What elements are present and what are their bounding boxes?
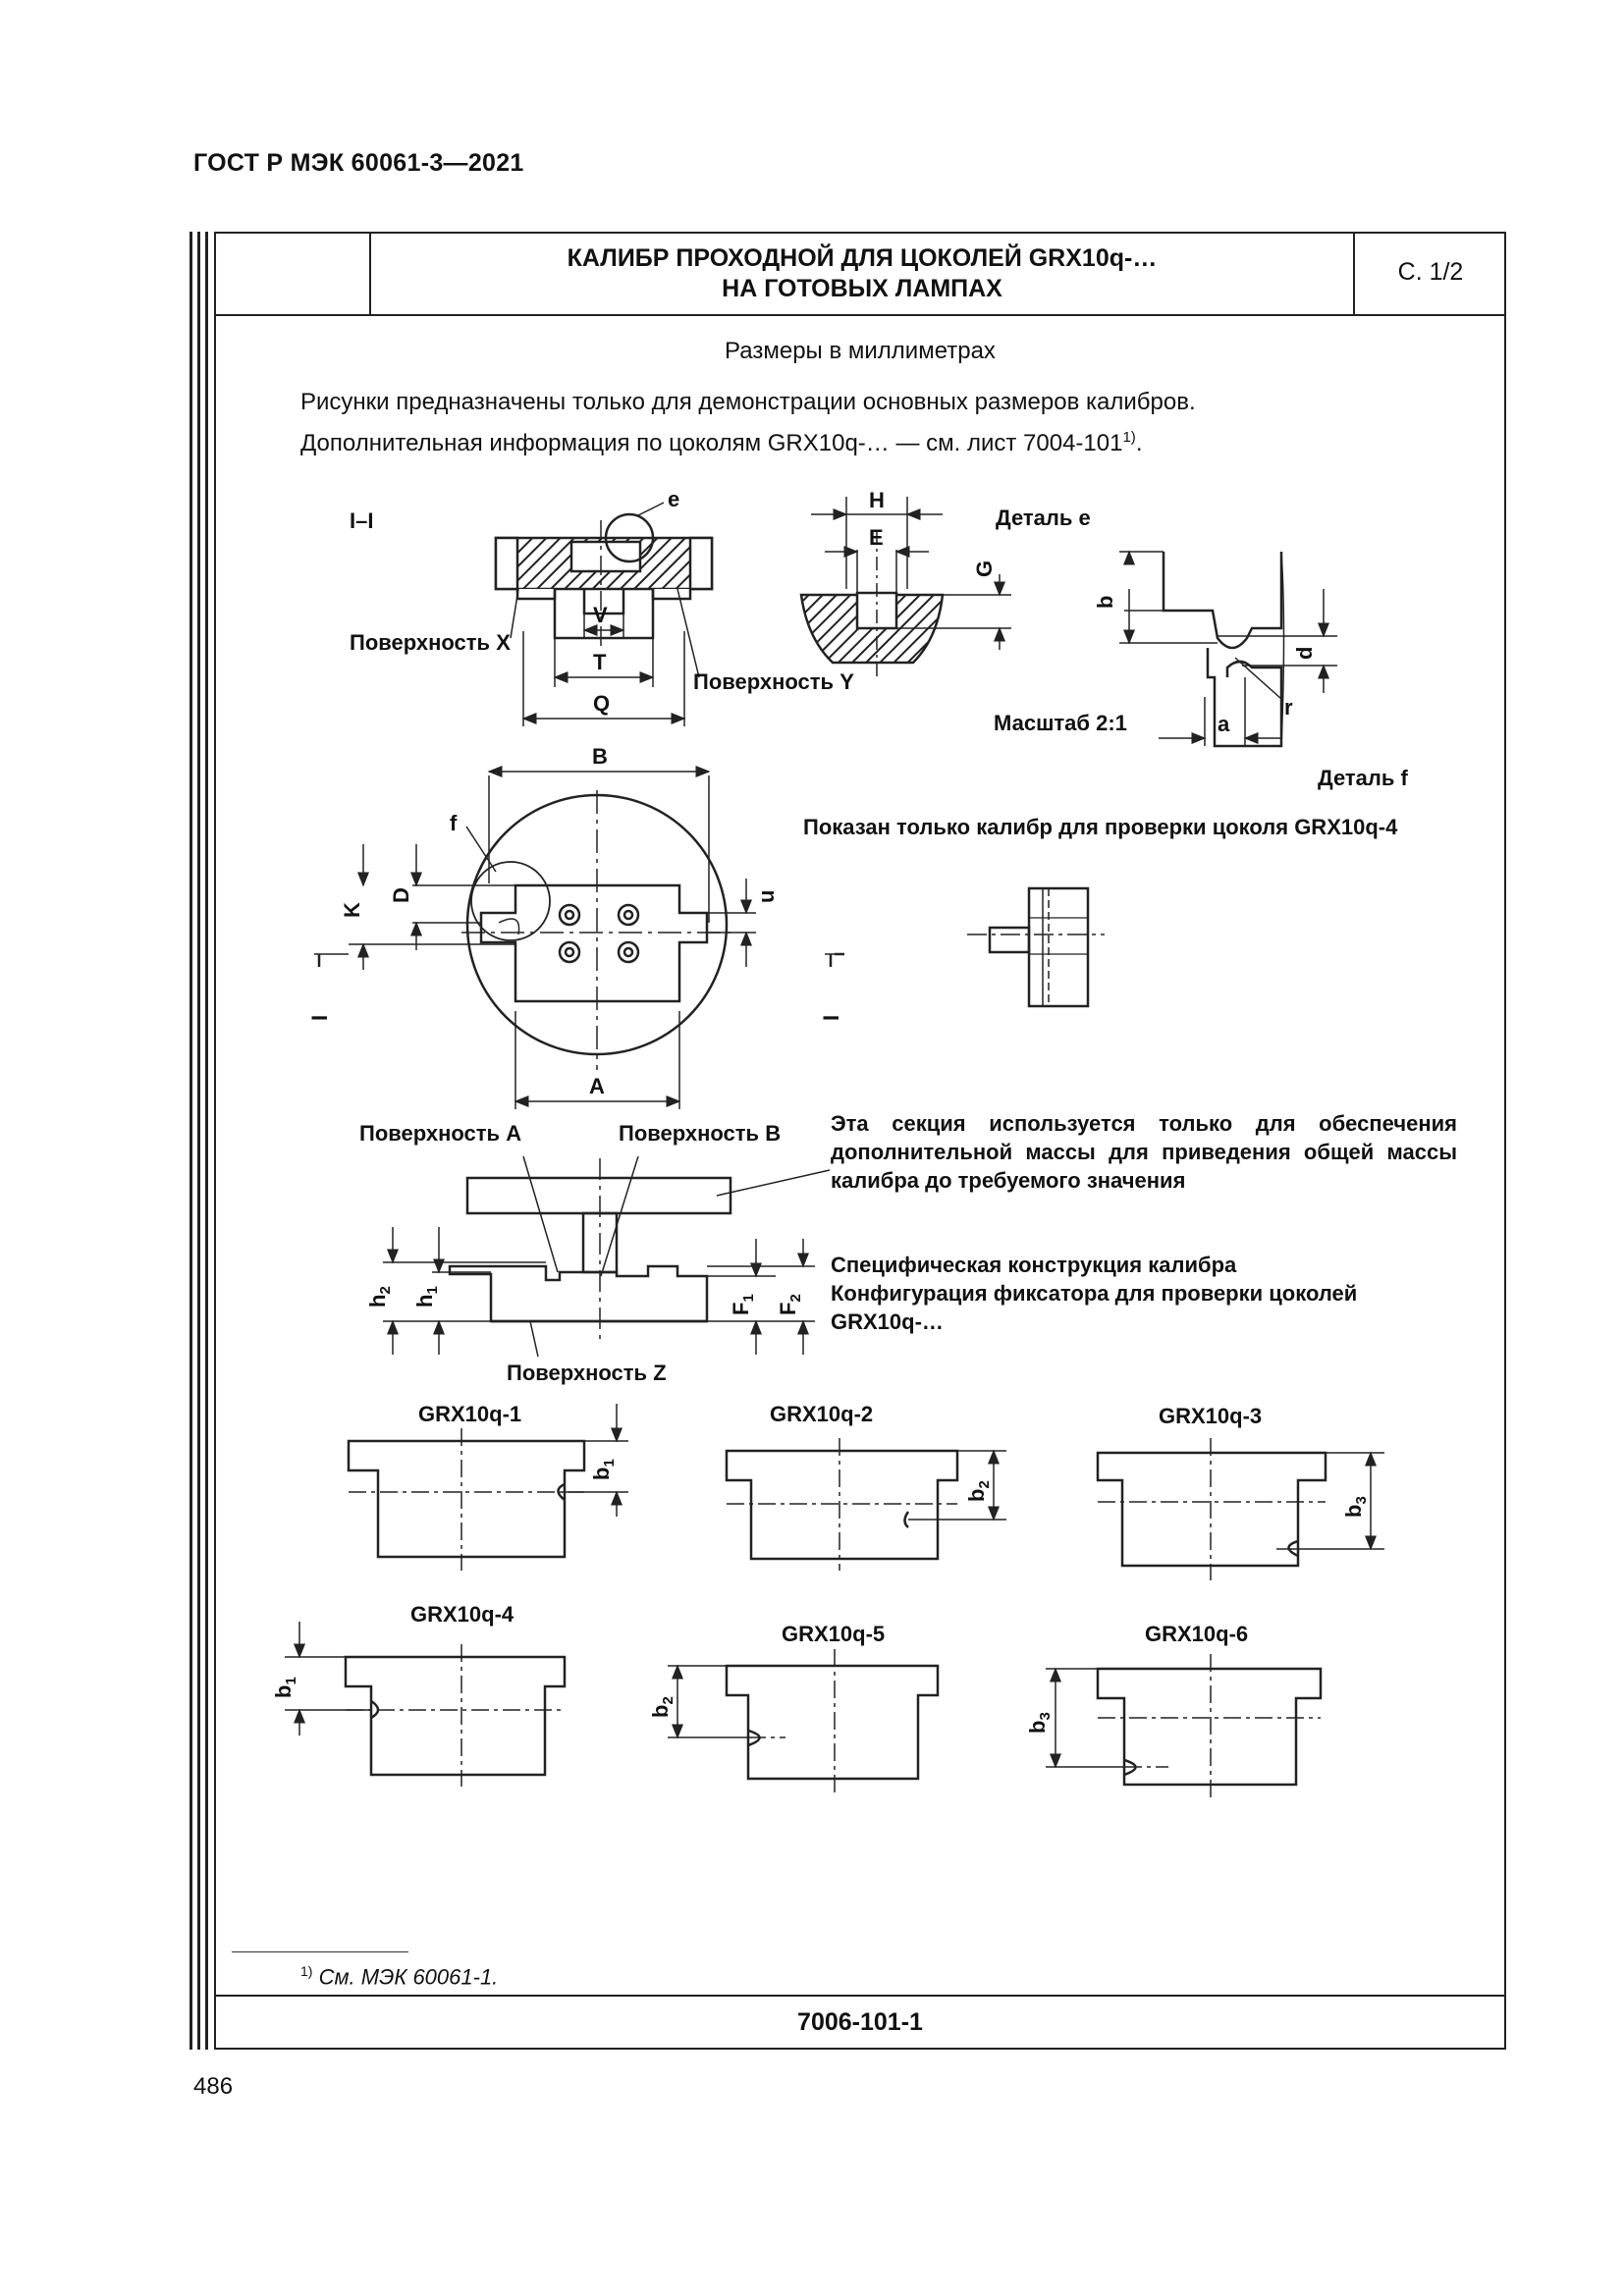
- detail-f-view: [967, 888, 1105, 1006]
- dim-e-width: E: [869, 525, 884, 550]
- footnote-marker: 1): [300, 1963, 313, 1979]
- dim-f2: $F_2$: [776, 1294, 804, 1315]
- dim-d-offset: D: [389, 887, 413, 903]
- config-note-line3: GRX10q-…: [831, 1309, 944, 1334]
- variant-label-1: GRX10q-1: [418, 1402, 522, 1426]
- dim-b: b: [1093, 595, 1117, 609]
- dim-u: u: [754, 889, 779, 903]
- variant-label-4: GRX10q-4: [410, 1602, 514, 1627]
- surface-y-label: Поверхность Y: [693, 669, 854, 694]
- footnote-text: См. МЭК 60061-1.: [318, 1964, 499, 1990]
- dim-h: H: [869, 488, 885, 512]
- mass-section-note: Эта секция используется только для обеспечения дополнительной массы для приведения общей массы калибра до требуемого значения: [831, 1111, 1457, 1193]
- intro-line1: Рисунки предназначены только для демонстрации основных размеров калибров.: [300, 389, 1196, 415]
- dim-b2-v2: $b_2$: [964, 1480, 993, 1502]
- dim-b2-v5: $b_2$: [648, 1696, 677, 1718]
- dim-q: Q: [593, 691, 611, 716]
- dim-k: K: [340, 902, 364, 918]
- footnote: [300, 1963, 498, 1990]
- dim-r: r: [1284, 695, 1293, 720]
- intro-line2-end: .: [1135, 430, 1143, 456]
- dim-a-width: A: [589, 1074, 605, 1098]
- footnote-ref: 1): [1122, 429, 1136, 446]
- dim-b1-v1: $b_1$: [589, 1459, 618, 1480]
- variant-label-2: GRX10q-2: [770, 1402, 874, 1426]
- variant-grx10q-5: [668, 1649, 938, 1792]
- dim-h2: $h_2$: [365, 1286, 394, 1308]
- scale-label: Масштаб 2:1: [994, 711, 1127, 735]
- config-note: [831, 1251, 1459, 1336]
- dim-g: G: [972, 560, 997, 577]
- config-note-line1: Специфическая конструкция калибра: [831, 1253, 1237, 1277]
- dim-b3-v6: $b_3$: [1025, 1712, 1054, 1734]
- section-label: I–I: [350, 508, 374, 533]
- detail-e-profile: [801, 497, 1011, 677]
- standard-number: ГОСТ Р МЭК 60061-3—2021: [193, 149, 524, 177]
- config-note-line2: Конфигурация фиксатора для проверки цоколей: [831, 1281, 1358, 1306]
- page-number: 486: [193, 2073, 234, 2100]
- variant-label-5: GRX10q-5: [782, 1622, 886, 1646]
- footnote-rule: [232, 1951, 408, 1952]
- dim-b-width: B: [592, 744, 608, 769]
- plan-view: [314, 772, 844, 1109]
- detail-f-label: Деталь f: [1318, 766, 1408, 790]
- dim-f: f: [450, 811, 458, 835]
- intro-line2-text: Дополнительная информация по цоколям GRX10q-… — см. лист 7004-101: [300, 430, 1123, 456]
- variant-grx10q-6: [1046, 1654, 1321, 1798]
- surface-b-label: Поверхность B: [619, 1121, 782, 1146]
- dim-t: T: [593, 650, 607, 674]
- section-mark-right: I: [819, 1014, 843, 1021]
- sheet-title-line1: КАЛИБР ПРОХОДНОЙ ДЛЯ ЦОКОЛЕЙ GRX10q-…: [567, 244, 1158, 272]
- variant-grx10q-1: [349, 1404, 628, 1571]
- variant-label-6: GRX10q-6: [1145, 1622, 1249, 1646]
- sheet-index: С. 1/2: [1397, 258, 1464, 286]
- dim-h1: $h_1$: [412, 1286, 441, 1308]
- dim-e: e: [668, 487, 680, 511]
- sheet-title-line2: НА ГОТОВЫХ ЛАМПАХ: [722, 275, 1002, 302]
- grx4-only-note: Показан только калибр для проверки цоколя GRX10q-4: [803, 815, 1398, 839]
- dim-f1: $F_1$: [729, 1294, 757, 1315]
- units-note: Размеры в миллиметрах: [725, 338, 996, 364]
- dim-b1-v4: $b_1$: [271, 1677, 299, 1698]
- dim-d: d: [1292, 646, 1317, 660]
- surface-z-label: Поверхность Z: [507, 1361, 667, 1385]
- side-view: [383, 1156, 830, 1357]
- detail-e-label: Деталь e: [996, 506, 1091, 530]
- surface-x-label: Поверхность X: [350, 630, 511, 655]
- variant-grx10q-4: [285, 1622, 565, 1787]
- variant-grx10q-2: [727, 1438, 1006, 1571]
- sheet-code: 7006-101-1: [797, 2008, 923, 2036]
- section-mark-left: I: [307, 1014, 332, 1021]
- dim-a: a: [1218, 712, 1230, 736]
- dim-b3-v3: $b_3$: [1341, 1496, 1370, 1518]
- variant-label-3: GRX10q-3: [1159, 1404, 1263, 1428]
- dim-v: V: [593, 603, 608, 627]
- surface-a-label: Поверхность A: [359, 1121, 522, 1146]
